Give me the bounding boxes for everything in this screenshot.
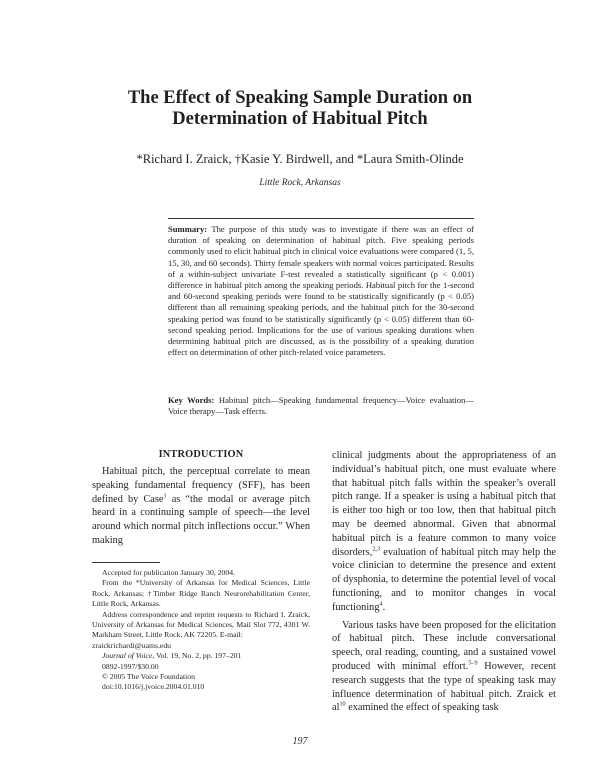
right-column [332, 449, 556, 715]
intro-text-part: Various tasks have been proposed for the elicitation of habitual pitch. These include conversational speech, oral reading, counting, and a sustained vowel produced with minimal effort. [332, 619, 556, 672]
intro-text-part: However, recent research suggests that the type of speaking task may influence determination of habitual pitch. Zraick et al [332, 660, 556, 714]
footnote-email-link[interactable]: zraickrichardi@uams.edu [92, 640, 172, 650]
footnote-doi: doi:10.1016/j.jvoice.2004.01.010 [102, 682, 205, 692]
footnote-affiliations: From the *University of Arkansas for Medical Sciences, Little Rock, Arkansas; †Timber Ridge Ranch Neurorehabilitation Center, Little Rock, Arkansas. [92, 578, 310, 609]
author-list: *Richard I. Zraick, †Kasie Y. Birdwell, and *Laura Smith-Olinde [136, 152, 464, 166]
citation-superscript: 10 [339, 700, 346, 708]
citation-superscript: 2,3 [372, 545, 381, 553]
introduction-heading: INTRODUCTION [158, 449, 244, 460]
key-words [168, 395, 474, 417]
footnote-journal [92, 651, 310, 661]
footnote-rule [92, 562, 160, 563]
footnotes [92, 568, 310, 693]
footnote-copyright: © 2005 The Voice Foundation [102, 672, 195, 682]
intro-text-part: . [382, 601, 386, 613]
abstract-text: The purpose of this study was to investigate if there was an effect of duration of speaking on determination of habitual pitch. Five speaking periods commonly used to elicit habitual pitch in clinical voice evaluations were compared (1, 5, 15, 30, and 60 seconds). Thirty female speakers with normal voices participated. Results of a within-subject univariate F-test revealed a statistically significant (p < 0.001) difference in habitual pitch among the speaking periods. Habitual pitch for the 1-second and 60-second speaking periods were found to be statistically significantly (p < 0.05) different than all remaining speaking periods, and the habitual pitch for the 30-second speaking period was found to be statistically significantly (p < 0.05) different than 60-second speaking period. Implications for the use of various speaking durations when determining habitual pitch are discussed, as is the possibility of a speaking duration effect on determination of other pitch-related voice parameters. [168, 224, 474, 358]
citation-superscript: 4 [379, 600, 383, 608]
intro-text-part: clinical judgments about the appropriateness of an individual’s habitual pitch, one must evaluate where that habitual pitch falls within the speaker’s overall pitch range. If a speaker is using a habitual pitch that is either too high or too low, then that habitual pitch may be deemed abnormal. Given that abnormal habitual pitch is a feature common to many voice disorders, [332, 450, 556, 558]
abstract-top-rule [168, 218, 474, 219]
footnote-correspondence: Address correspondence and reprint requests to Richard I. Zraick, University of Arkansas for Medical Sciences, Mail Slot 772, 4301 W. Markham Street, Little Rock, AK 72205. E-mail: [92, 609, 310, 640]
affiliation: Little Rock, Arkansas [259, 178, 341, 188]
key-words-label: Key Words: [168, 395, 215, 405]
intro-text-part: evaluation of habitual pitch may help the voice clinician to determine the presence and extent of dysphonia, to determine the potential level of vocal functioning, and to monitor changes in vocal functioning [332, 546, 556, 613]
journal-volume: Vol. 19, No. 2, pp. 197–201 [154, 651, 242, 661]
title-line-2: Determination of Habitual Pitch [172, 109, 428, 129]
citation-superscript: 5–9 [468, 659, 478, 667]
footnote-issn: 0892-1997/$30.00 [102, 661, 159, 671]
article-title [60, 88, 540, 130]
intro-text-part: as “the modal or average pitch heard in a continuing sample of speech—the level around which normal pitch inflections occur.” When making [92, 493, 310, 546]
journal-name: Journal of Voice, [102, 651, 155, 661]
footnote-accepted: Accepted for publication January 30, 2004. [102, 568, 235, 577]
citation-superscript: 1 [163, 492, 167, 500]
abstract [168, 224, 474, 358]
introduction-paragraph-3 [332, 619, 556, 716]
abstract-label: Summary: [168, 224, 208, 234]
intro-text-part: examined the effect of speaking task [345, 702, 499, 714]
left-column [92, 449, 310, 548]
introduction-paragraph-2 [332, 449, 556, 615]
intro-text-part: Habitual pitch, the perceptual correlate to mean speaking fundamental frequency (SFF), has been defined by Case [92, 466, 310, 505]
page-number: 197 [292, 736, 308, 747]
introduction-paragraph-1 [92, 465, 310, 548]
key-words-text: Habitual pitch—Speaking fundamental frequency—Voice evaluation—Voice therapy—Task effects. [168, 395, 474, 417]
title-line-1: The Effect of Speaking Sample Duration on [127, 88, 473, 108]
